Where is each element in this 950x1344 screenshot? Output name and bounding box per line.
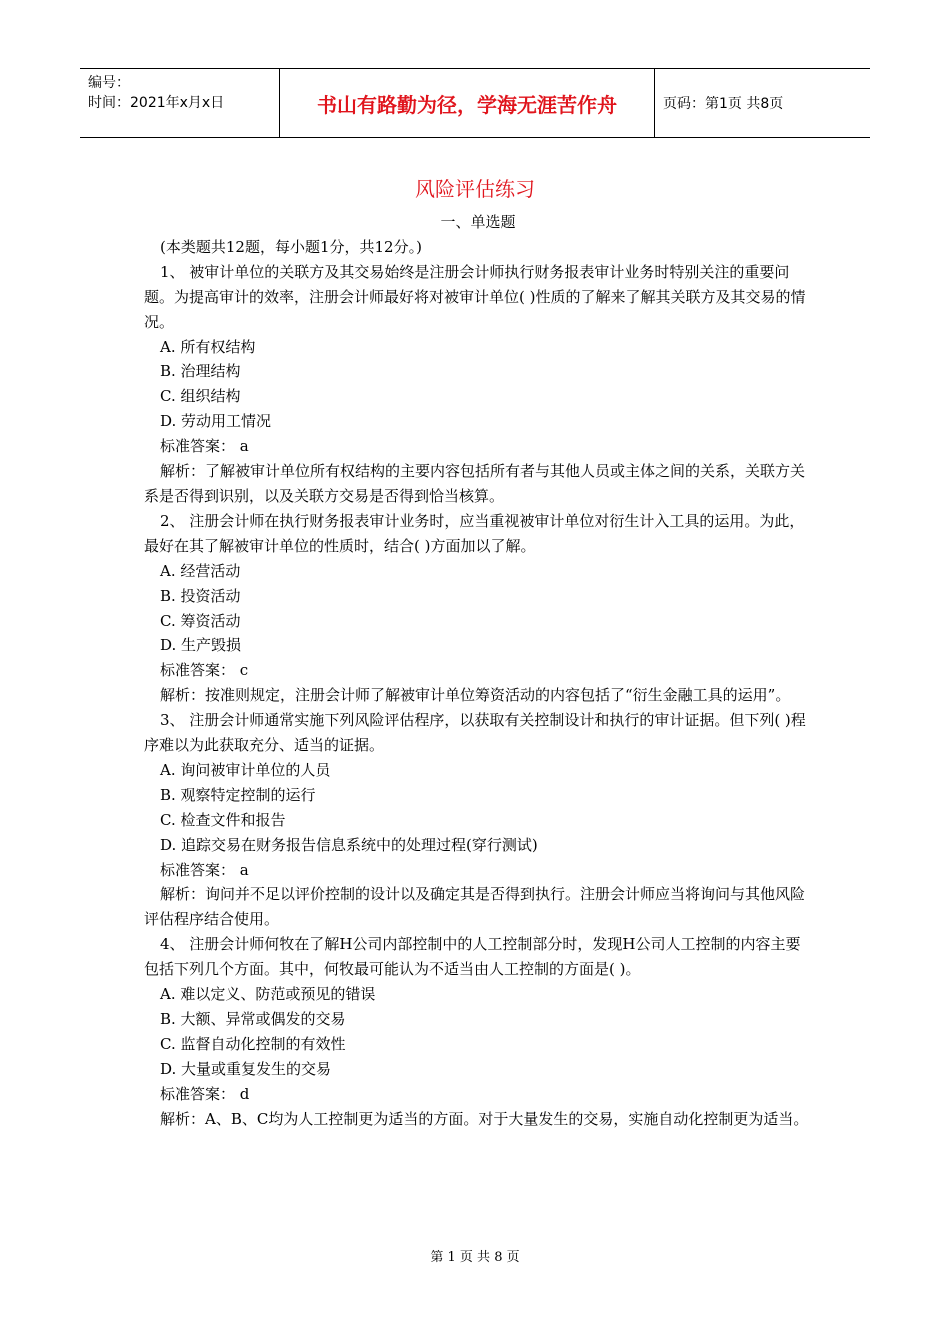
section-heading: 一、单选题: [440, 213, 516, 231]
answer: 标准答案： a: [160, 860, 249, 879]
option-d: D. 劳动用工情况: [160, 412, 272, 431]
page-header: [80, 68, 870, 138]
document-title: 风险评估练习: [415, 177, 535, 201]
question-2: [144, 509, 812, 708]
header-page-info: 页码：第1页 共8页: [663, 96, 784, 112]
analysis: 解析：A、B、C均为人工控制更为适当的方面。对于大量发生的交易，实施自动化控制更为适当。: [160, 1109, 809, 1128]
option-b: B. 观察特定控制的运行: [160, 785, 316, 804]
question-stem: 3、 注册会计师通常实施下列风险评估程序，以获取有关控制设计和执行的审计证据。但下列( )程序难以为此获取充分、适当的证据。: [144, 711, 806, 755]
option-b: B. 治理结构: [160, 362, 241, 381]
option-b: B. 大额、异常或偶发的交易: [160, 1010, 346, 1028]
option-c: C. 检查文件和报告: [160, 810, 286, 829]
option-b: B. 投资活动: [160, 586, 241, 605]
option-a: A. 询问被审计单位的人员: [160, 760, 331, 779]
option-a: A. 所有权结构: [160, 337, 256, 356]
option-c: C. 筹资活动: [160, 611, 241, 630]
answer: 标准答案： a: [160, 437, 249, 456]
question-stem: 1、 被审计单位的关联方及其交易始终是注册会计师执行财务报表审计业务时特别关注的重要问题。为提高审计的效率，注册会计师最好将对被审计单位( )性质的了解来了解其关联方及其交易的情况。: [144, 262, 806, 331]
option-c: C. 组织结构: [160, 387, 241, 406]
question-stem: 2、 注册会计师在执行财务报表审计业务时，应当重视被审计单位对衍生计入工具的运用。为此，最好在其了解被审计单位的性质时，结合( )方面加以了解。: [144, 511, 805, 555]
option-d: D. 追踪交易在财务报告信息系统中的处理过程(穿行测试): [160, 835, 538, 854]
option-a: A. 经营活动: [160, 561, 241, 580]
doc-number-label: 编号：: [88, 75, 130, 91]
analysis: 解析：了解被审计单位所有权结构的主要内容包括所有者与其他人员或主体之间的关系，关联方关系是否得到识别，以及关联方交易是否得到恰当核算。: [144, 462, 806, 505]
question-4: [144, 932, 812, 1131]
answer: 标准答案： d: [160, 1084, 250, 1103]
option-a: A. 难以定义、防范或预见的错误: [160, 985, 376, 1004]
doc-time-label: 时间：2021年x月x日: [88, 95, 225, 111]
option-d: D. 生产毁损: [160, 636, 242, 655]
answer: 标准答案： c: [160, 661, 249, 680]
option-d: D. 大量或重复发生的交易: [160, 1059, 332, 1078]
question-1: [144, 260, 812, 509]
header-motto: 书山有路勤为径，学海无涯苦作舟: [280, 69, 655, 137]
question-3: [144, 708, 812, 932]
section-intro: (本类题共12题，每小题1分，共12分。): [160, 237, 422, 256]
question-stem: 4、 注册会计师何牧在了解H公司内部控制中的人工控制部分时，发现H公司人工控制的内容主要包括下列几个方面。其中，何牧最可能认为不适当由人工控制的方面是( )。: [144, 935, 801, 979]
page-footer: 第 1 页 共 8 页: [430, 1250, 520, 1265]
analysis: 解析：按准则规定，注册会计师了解被审计单位筹资活动的内容包括了“衍生金融工具的运用”。: [160, 686, 791, 705]
analysis: 解析：询问并不足以评价控制的设计以及确定其是否得到执行。注册会计师应当将询问与其他风险评估程序结合使用。: [144, 885, 806, 929]
option-c: C. 监督自动化控制的有效性: [160, 1034, 346, 1053]
document-body: [144, 210, 812, 1132]
header-meta: [80, 69, 280, 137]
